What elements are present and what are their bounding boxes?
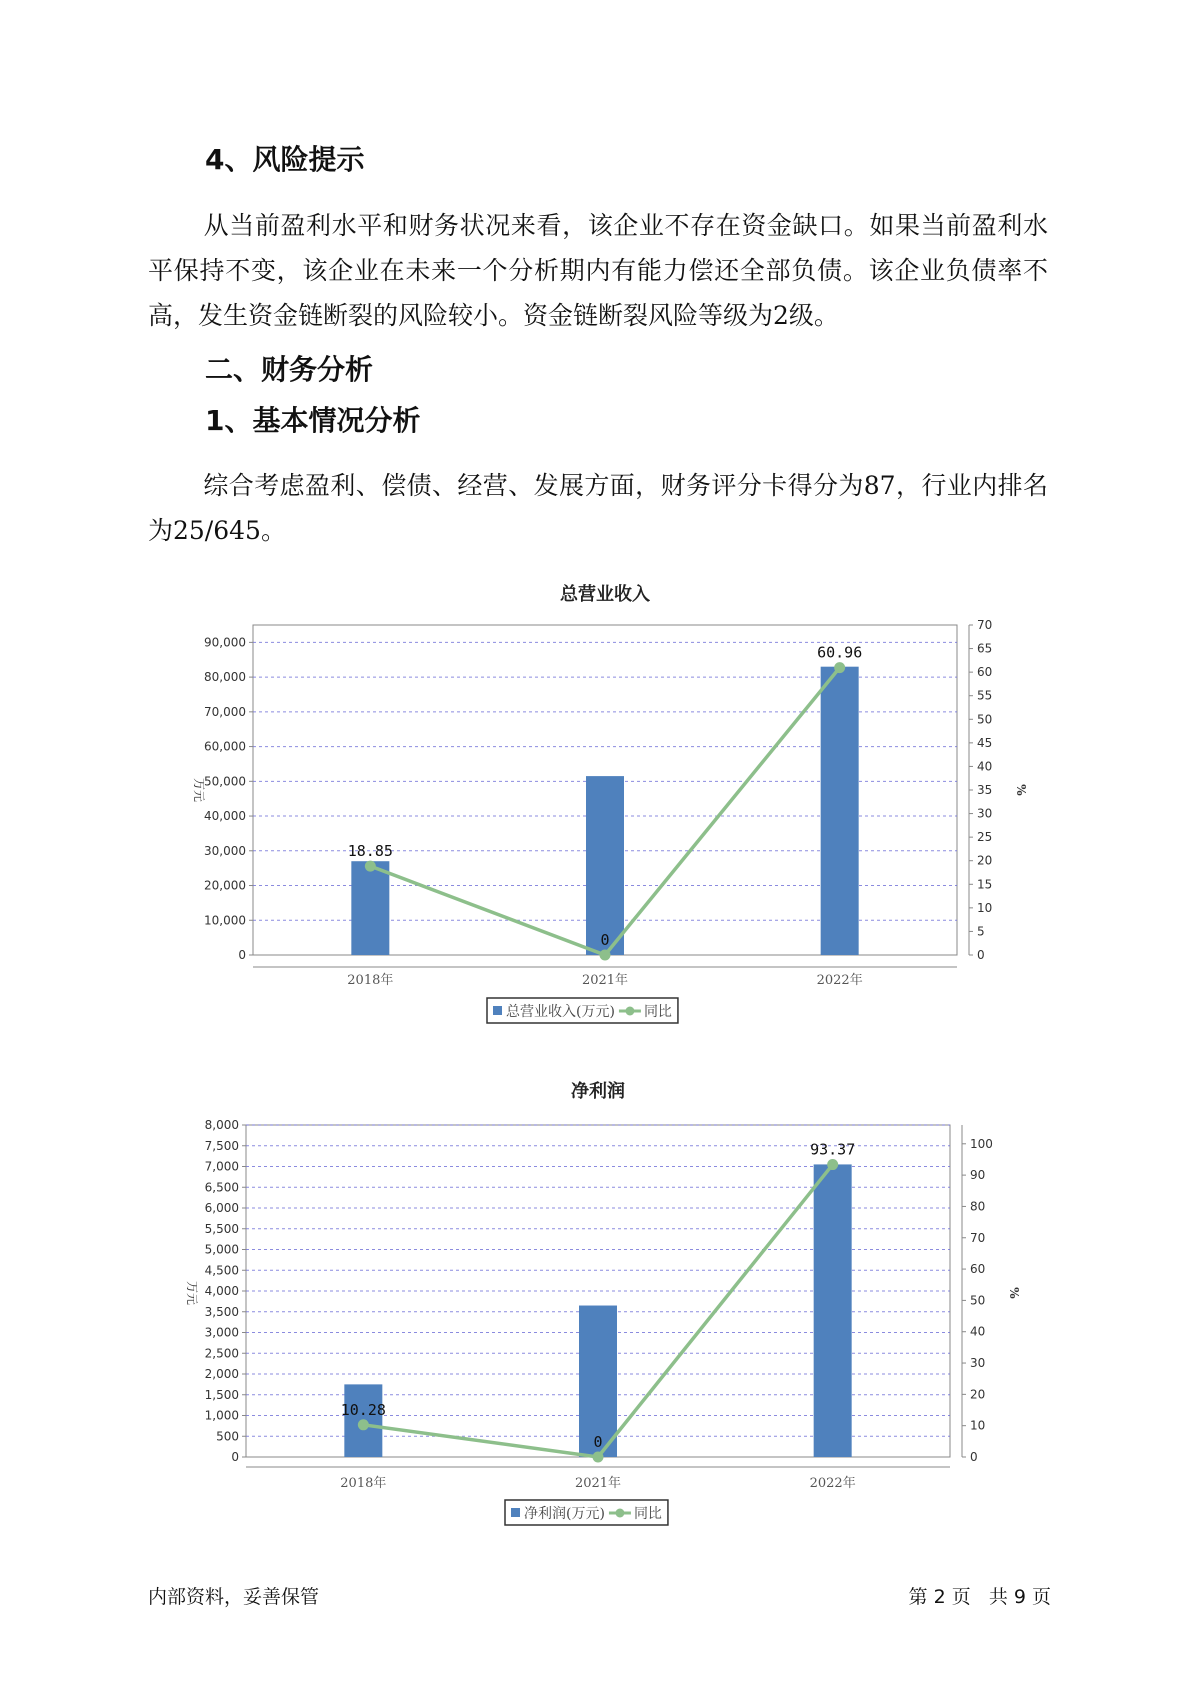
y2-tick-label: 10 — [970, 1418, 986, 1433]
y2-tick-label: 65 — [977, 641, 993, 656]
y2-tick-label: 45 — [977, 735, 993, 750]
y-tick-label: 500 — [216, 1429, 239, 1444]
x-tick-label: 2018年 — [347, 973, 394, 988]
y2-tick-label: 15 — [977, 877, 993, 892]
yoy-point — [365, 861, 376, 872]
legend-bar-swatch — [493, 1006, 502, 1015]
y-axis-label: 万元 — [185, 1280, 199, 1306]
y-tick-label: 2,000 — [204, 1367, 239, 1381]
y-axis-label: 万元 — [192, 777, 206, 803]
y-tick-label: 7,500 — [204, 1138, 239, 1153]
y-tick-label: 60,000 — [204, 739, 246, 754]
y-tick-label: 6,000 — [204, 1201, 239, 1215]
yoy-data-label: 0 — [593, 1433, 603, 1451]
yoy-point — [827, 1159, 838, 1170]
net-profit-chart — [0, 1075, 1191, 1535]
chart-title: 净利润 — [571, 1081, 625, 1102]
y-tick-label: 5,500 — [204, 1221, 239, 1236]
y-tick-label: 1,500 — [204, 1387, 239, 1402]
y2-tick-label: 20 — [977, 853, 993, 868]
y2-axis-label: % — [1007, 1287, 1021, 1299]
y-tick-label: 1,000 — [204, 1408, 239, 1423]
x-tick-label: 2021年 — [581, 973, 629, 988]
y-tick-label: 50,000 — [204, 774, 246, 789]
y-tick-label: 4,000 — [204, 1284, 239, 1298]
legend-line-marker — [625, 1007, 634, 1016]
yoy-data-label: 10.28 — [340, 1400, 386, 1419]
y-tick-label: 7,000 — [204, 1159, 239, 1174]
y-tick-label: 3,000 — [204, 1325, 239, 1340]
yoy-data-label: 18.85 — [347, 842, 393, 861]
y-tick-label: 2,500 — [204, 1346, 239, 1361]
y2-tick-label: 40 — [977, 759, 993, 774]
risk-paragraph — [148, 203, 1048, 338]
footer-confidential: 内部资料，妥善保管 — [148, 1586, 320, 1608]
y2-tick-label: 60 — [970, 1262, 986, 1277]
y-tick-label: 0 — [238, 948, 246, 962]
x-tick-label: 2021年 — [574, 1476, 622, 1491]
y2-tick-label: 50 — [977, 712, 993, 727]
legend-bar-label: 总营业收入(万元) — [506, 1004, 615, 1020]
y2-tick-label: 100 — [970, 1136, 993, 1151]
y-tick-label: 0 — [231, 1450, 239, 1464]
y-tick-label: 4,500 — [204, 1263, 239, 1278]
bar — [821, 667, 859, 955]
x-tick-label: 2022年 — [809, 1476, 856, 1491]
legend-line-label: 同比 — [633, 1506, 662, 1522]
yoy-point — [600, 950, 611, 961]
yoy-point — [834, 662, 845, 673]
y-tick-label: 10,000 — [204, 913, 246, 928]
risk-heading: 4、风险提示 — [205, 143, 365, 176]
yoy-data-label: 60.96 — [817, 643, 863, 662]
basic-heading: 1、基本情况分析 — [205, 404, 421, 437]
y-tick-label: 80,000 — [204, 670, 246, 685]
yoy-point — [358, 1419, 369, 1430]
y-tick-label: 6,500 — [204, 1180, 239, 1195]
y2-tick-label: 80 — [970, 1199, 986, 1214]
y2-tick-label: 70 — [977, 618, 993, 632]
y2-axis-label: % — [1014, 784, 1028, 796]
y-tick-label: 70,000 — [204, 704, 246, 719]
y2-tick-label: 30 — [977, 806, 993, 821]
y2-tick-label: 90 — [970, 1168, 986, 1183]
x-tick-label: 2018年 — [340, 1476, 387, 1491]
y2-tick-label: 5 — [977, 924, 985, 939]
bar — [586, 776, 624, 955]
y-tick-label: 20,000 — [204, 878, 246, 893]
y2-tick-label: 20 — [970, 1387, 986, 1402]
y2-tick-label: 70 — [970, 1230, 986, 1245]
y-tick-label: 30,000 — [204, 843, 246, 858]
y2-tick-label: 0 — [970, 1450, 978, 1464]
legend-bar-label: 净利润(万元) — [524, 1506, 605, 1522]
finance-heading: 二、财务分析 — [205, 353, 374, 386]
legend-line-label: 同比 — [643, 1004, 672, 1020]
bar — [351, 861, 389, 955]
footer-page-number: 第 2 页 共 9 页 — [908, 1586, 1051, 1608]
x-tick-label: 2022年 — [816, 973, 863, 988]
y2-tick-label: 30 — [970, 1356, 986, 1371]
y-tick-label: 8,000 — [204, 1118, 239, 1132]
y2-tick-label: 10 — [977, 900, 993, 915]
y-tick-label: 3,500 — [204, 1304, 239, 1319]
y-tick-label: 90,000 — [204, 635, 246, 650]
y2-tick-label: 40 — [970, 1324, 986, 1339]
legend-line-marker — [615, 1509, 624, 1518]
revenue-chart — [0, 575, 1191, 1035]
y-tick-label: 40,000 — [204, 809, 246, 824]
y2-tick-label: 60 — [977, 665, 993, 680]
basic-paragraph-text: 综合考虑盈利、偿债、经营、发展方面，财务评分卡得分为87，行业内排名为25/645。 — [148, 471, 1048, 545]
chart-title: 总营业收入 — [560, 584, 650, 605]
yoy-data-label: 0 — [600, 931, 610, 949]
y2-tick-label: 35 — [977, 783, 993, 797]
y2-tick-label: 50 — [970, 1293, 986, 1308]
risk-paragraph-text: 从当前盈利水平和财务状况来看，该企业不存在资金缺口。如果当前盈利水平保持不变，该企业在未来一个分析期内有能力偿还全部负债。该企业负债率不高，发生资金链断裂的风险较小。资金链断裂风险等级为2级。 — [148, 211, 1048, 330]
y2-tick-label: 55 — [977, 688, 993, 703]
bar — [814, 1164, 852, 1457]
y-tick-label: 5,000 — [204, 1242, 239, 1257]
basic-paragraph — [148, 463, 1048, 553]
y2-tick-label: 0 — [977, 948, 985, 962]
yoy-point — [593, 1452, 604, 1463]
legend-bar-swatch — [511, 1508, 520, 1517]
yoy-data-label: 93.37 — [810, 1140, 856, 1159]
y2-tick-label: 25 — [977, 830, 993, 845]
